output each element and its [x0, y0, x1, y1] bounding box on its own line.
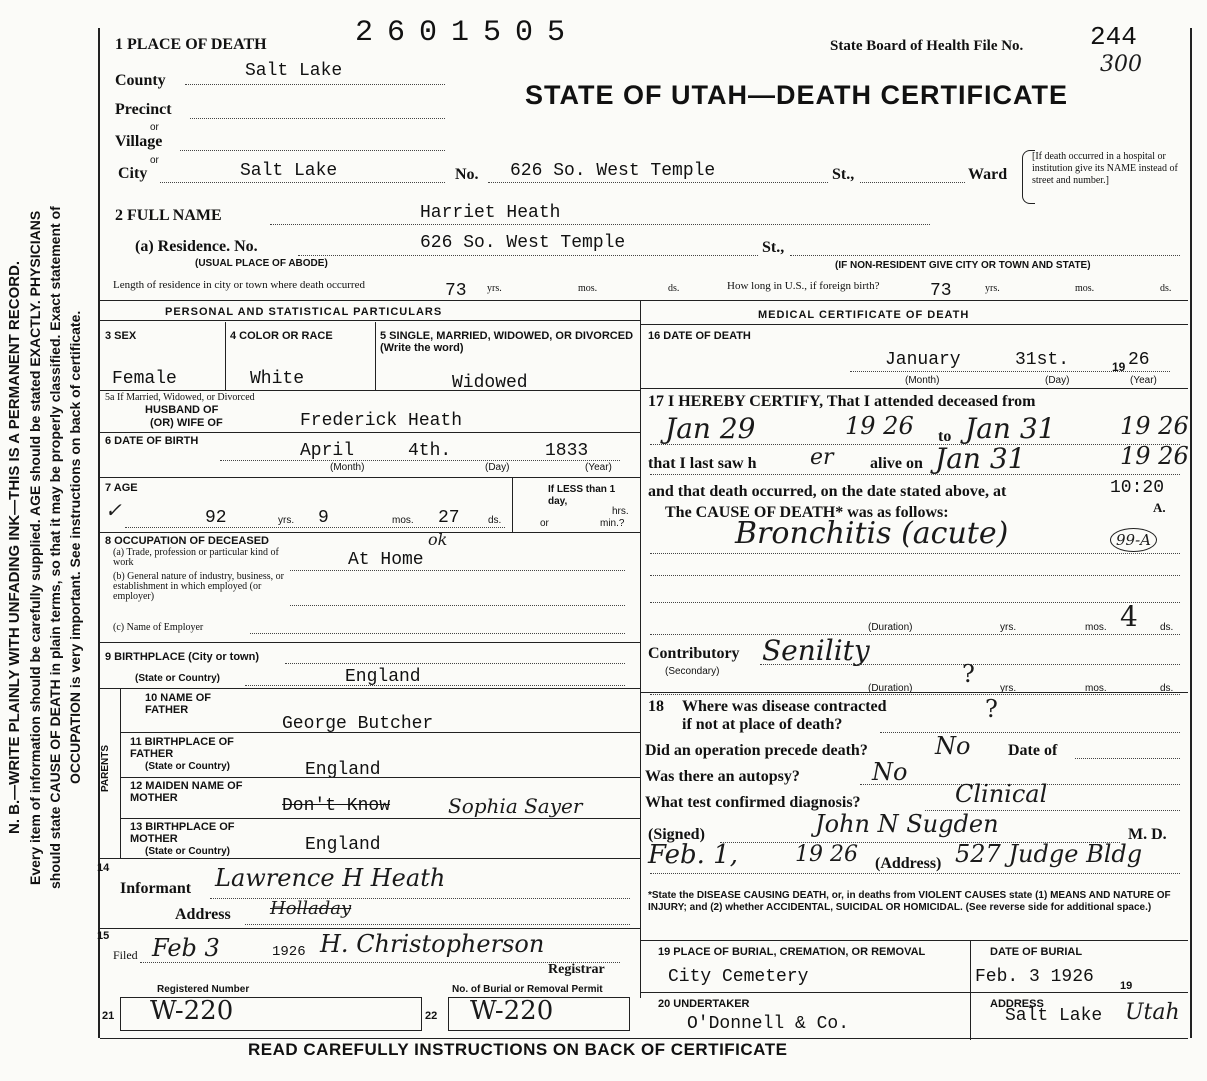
instructions-sidebar: [6, 55, 96, 1040]
spouse-label-1: 5a If Married, Widowed, or Divorced: [105, 392, 255, 403]
test-value: Clinical: [955, 780, 1048, 808]
death-ampm: A.: [1153, 500, 1166, 515]
rule-after-informant: [100, 928, 640, 929]
color-label: 4 COLOR OR RACE: [230, 330, 333, 342]
physician-address-label: (Address): [875, 855, 942, 872]
undertaker-address-label: ADDRESS: [990, 998, 1044, 1010]
marital-value: Widowed: [452, 373, 528, 393]
burial-date-value: Feb. 3 1926: [975, 967, 1094, 987]
sidebar-line-4: OCCUPATION is very important. See instructions on back of certificate.: [67, 310, 83, 785]
autopsy-label: Was there an autopsy?: [645, 768, 800, 785]
dob-line: [220, 460, 620, 461]
date-of-label: Date of: [1008, 742, 1058, 759]
dob-day-sub: (Day): [485, 462, 510, 473]
filed-line: [140, 962, 620, 963]
burial-date-label: DATE OF BURIAL: [990, 946, 1083, 958]
us-yrs-label: yrs.: [985, 283, 1000, 294]
undertaker-label: 20 UNDERTAKER: [658, 998, 750, 1010]
rule-father-bp: [120, 777, 640, 778]
operation-value: No: [935, 732, 971, 760]
us-ds-label: ds.: [1160, 283, 1172, 294]
cause-line-2: [650, 575, 1180, 576]
age-yrs-label: yrs.: [278, 515, 295, 526]
burial-date-suffix: 19: [1120, 980, 1133, 992]
physician-address-line: [650, 873, 1180, 874]
ward-note: [If death occurred in a hospital or institution give its NAME instead of street and number.]: [1032, 151, 1178, 186]
rule-undertaker-top: [640, 992, 1188, 993]
spouse-value: Frederick Heath: [300, 411, 463, 431]
city-label: City: [118, 165, 148, 182]
age-check: ✓: [105, 498, 122, 522]
county-value: Salt Lake: [245, 61, 343, 81]
duration-months-value: 4: [1120, 600, 1138, 633]
rule-color-marital: [375, 322, 376, 390]
ward-label: Ward: [968, 166, 1008, 183]
operation-date-line: [1075, 758, 1180, 759]
sidebar-line-2: Every item of information should be carefully supplied. AGE should be stated EXACTLY. PHYSICIANS: [27, 210, 43, 885]
undertaker-address-hw: Utah: [1125, 1000, 1180, 1025]
mother-struck: Don't Know: [282, 796, 391, 816]
dod-year-sub: (Year): [1130, 375, 1157, 386]
rule-after-birthplace: [100, 688, 640, 689]
duration-line-1: [650, 634, 1180, 635]
us-mos-label: mos.: [1075, 283, 1095, 294]
certificate-title: STATE OF UTAH—DEATH CERTIFICATE: [525, 80, 1068, 110]
disease-contracted-line: [880, 732, 1180, 733]
secondary-label: (Secondary): [665, 666, 720, 677]
age-line: [125, 527, 505, 528]
rule-medical-header: [640, 324, 1188, 325]
permit-number: W-220: [470, 996, 554, 1026]
autopsy-value: No: [872, 758, 908, 786]
duration-line-2: [650, 694, 1180, 695]
residence-label: (a) Residence. No.: [135, 238, 258, 255]
residence-city-line: [790, 255, 1180, 256]
residence-line: [298, 255, 758, 256]
certify-text: 17 I HEREBY CERTIFY, That I attended deceased from: [648, 393, 1036, 410]
st-label: St.,: [832, 166, 855, 183]
md-label: M. D.: [1128, 826, 1167, 843]
occupation-mark: ok: [428, 530, 448, 549]
test-label: What test confirmed diagnosis?: [645, 794, 861, 811]
rule-burial-top: [640, 940, 1188, 941]
rule-after-occupation: [100, 642, 640, 643]
age-ds-label: ds.: [488, 515, 502, 526]
physician-address: 527 Judge Bldg: [955, 840, 1143, 868]
county-label: County: [115, 72, 166, 89]
operation-label: Did an operation precede death?: [645, 742, 868, 759]
rule-after-age: [100, 532, 640, 533]
color-value: White: [250, 369, 305, 389]
physician-signature: John N Sugden: [815, 810, 999, 838]
precinct-label: Precinct: [115, 101, 172, 118]
filed-label: Filed: [113, 948, 138, 962]
dod-line: [850, 371, 1170, 372]
dod-day: 31st.: [1015, 350, 1070, 370]
last-saw-line: [650, 474, 1180, 475]
cause-code: 99-A: [1110, 528, 1157, 552]
dod-month-sub: (Month): [905, 375, 940, 386]
occupation-c: (c) Name of Employer: [113, 622, 204, 633]
personal-header: PERSONAL AND STATISTICAL PARTICULARS: [165, 306, 443, 318]
duration-yrs-2: yrs.: [1000, 683, 1017, 694]
duration-label-2: (Duration): [868, 683, 913, 694]
rule-main-top: [100, 300, 1188, 301]
dob-year: 1833: [545, 441, 589, 461]
duration-mos-1: mos.: [1085, 622, 1107, 633]
item-22: 22: [425, 1010, 438, 1022]
duration-mos-2: mos.: [1085, 683, 1107, 694]
dob-label: 6 DATE OF BIRTH: [105, 435, 199, 447]
signed-label: (Signed): [648, 826, 705, 843]
contributory-value: Senility: [762, 634, 870, 667]
length-years: 73: [445, 281, 467, 301]
cause-line-3: [650, 602, 1180, 603]
birthplace-value: England: [345, 667, 421, 687]
dod-day-sub: (Day): [1045, 375, 1070, 386]
contributory-label: Contributory: [648, 645, 740, 662]
full-name-line: [270, 224, 930, 225]
attended-line: [650, 444, 1180, 445]
duration-label-1: (Duration): [868, 622, 913, 633]
or-2: or: [150, 155, 159, 166]
occupation-a: (a) Trade, profession or particular kind of work: [113, 547, 279, 568]
rule-sex-color: [225, 322, 226, 390]
rule-father: [120, 732, 640, 733]
length-ds-label: ds.: [668, 283, 680, 294]
place-of-death-label: 1 PLACE OF DEATH: [115, 36, 267, 53]
ward-gap-line: [860, 182, 965, 183]
father-label: 10 NAME OF FATHER: [145, 692, 212, 716]
occupation-line-b: [290, 605, 625, 606]
county-line: [185, 84, 445, 85]
cause-label: The CAUSE OF DEATH* was as follows:: [665, 504, 949, 521]
occupation-value: At Home: [348, 550, 424, 570]
rule-mother: [120, 818, 640, 819]
mother-birthplace-label: 13 BIRTHPLACE OF MOTHER: [130, 821, 235, 845]
informant-label: Informant: [120, 880, 192, 897]
birthplace-city-line: [285, 663, 625, 664]
informant-value: Lawrence H Heath: [215, 864, 446, 892]
burial-place-value: City Cemetery: [668, 967, 809, 987]
file-no-label: State Board of Health File No.: [830, 38, 1024, 54]
last-saw-her: er: [810, 445, 834, 470]
rule-after-spouse: [100, 432, 640, 433]
dob-day: 4th.: [408, 441, 452, 461]
city-value: Salt Lake: [240, 161, 338, 181]
mother-label: 12 MAIDEN NAME OF MOTHER: [130, 780, 243, 804]
min-label: min.?: [600, 518, 625, 529]
attended-from: Jan 29: [665, 412, 756, 445]
cause-of-death: Bronchitis (acute): [735, 516, 1009, 551]
length-mos-label: mos.: [578, 283, 598, 294]
cause-line-1: [650, 553, 1180, 554]
birthplace-state-sub: (State or Country): [135, 673, 220, 684]
undertaker-value: O'Donnell & Co.: [687, 1014, 850, 1034]
rule-column-divider: [640, 300, 641, 998]
rule-after-contributory: [640, 692, 1188, 693]
residence-sub: (USUAL PLACE OF ABODE): [195, 258, 328, 269]
dob-month-sub: (Month): [330, 462, 365, 473]
age-years: 92: [205, 508, 227, 528]
duration-ds-1: ds.: [1160, 622, 1174, 633]
occupation-line-a: [290, 570, 625, 571]
age-mos-label: mos.: [392, 515, 414, 526]
alive-on-label: alive on: [870, 455, 923, 472]
signed-date: Feb. 1,: [648, 840, 738, 870]
undertaker-address: Salt Lake: [1005, 1006, 1103, 1026]
rule-after-sex: [100, 390, 640, 391]
father-birthplace-value: England: [305, 760, 381, 780]
file-no-value: 244: [1090, 22, 1137, 52]
age-label: 7 AGE: [105, 482, 138, 494]
age-days: 27: [438, 508, 460, 528]
rule-burial-divider: [970, 940, 971, 1040]
duration-yrs-1: yrs.: [1000, 622, 1017, 633]
disease-contracted-label: Where was disease contracted: [682, 698, 887, 715]
disease-contracted-label-2: if not at place of death?: [682, 716, 843, 733]
dob-year-sub: (Year): [585, 462, 612, 473]
rule-after-parents: [100, 858, 640, 859]
registrar-signature: H. Christopherson: [320, 930, 545, 958]
street-value: 626 So. West Temple: [510, 161, 716, 181]
sex-value: Female: [112, 369, 177, 389]
disease-contracted-value: ?: [985, 695, 998, 723]
rule-age-less: [512, 477, 513, 532]
informant-address-line: [245, 924, 630, 925]
contributory-duration: ?: [962, 660, 975, 688]
permit-label: No. of Burial or Removal Permit: [452, 984, 603, 995]
dod-year: 26: [1128, 350, 1150, 370]
us-years: 73: [930, 281, 952, 301]
village-label: Village: [115, 133, 163, 150]
dod-year-prefix: 19: [1112, 360, 1126, 374]
father-birthplace-label: 11 BIRTHPLACE OF FATHER: [130, 736, 234, 760]
cause-footnote: *State the DISEASE CAUSING DEATH, or, in deaths from VIOLENT CAUSES state (1) MEANS AND NATURE OF INJURY; and (2) whether ACCIDENTAL, SUICIDAL OR HOMICIDAL. (See reverse side for additional space.): [648, 890, 1171, 913]
spouse-label-3: (OR) WIFE OF: [150, 417, 223, 429]
birthplace-label: 9 BIRTHPLACE (City or town): [105, 651, 259, 663]
signed-year: 19 26: [795, 842, 858, 867]
residence-value: 626 So. West Temple: [420, 233, 626, 253]
sidebar-line-1: N. B.—WRITE PLAINLY WITH UNFADING INK—THIS IS A PERMANENT RECORD.: [6, 260, 23, 835]
burial-place-label: 19 PLACE OF BURIAL, CREMATION, OR REMOVAL: [658, 946, 926, 958]
item-18: 18: [648, 698, 664, 715]
street-line: [488, 182, 828, 183]
rule-bottom: [100, 1038, 1188, 1039]
full-name-value: Harriet Heath: [420, 203, 561, 223]
mother-birthplace-value: England: [305, 835, 381, 855]
us-residence-label: How long in U.S., if foreign birth?: [727, 280, 880, 292]
occupation-label: 8 OCCUPATION OF DECEASED: [105, 535, 269, 547]
date-of-death-label: 16 DATE OF DEATH: [648, 330, 751, 342]
attended-to: Jan 31: [965, 412, 1056, 445]
last-saw-label: that I last saw h: [648, 455, 757, 472]
serial-number: 2601505: [355, 16, 580, 50]
residence-st: St.,: [762, 239, 785, 256]
rule-personal-header: [100, 320, 640, 321]
village-line: [180, 150, 445, 151]
filed-year: 1926: [272, 944, 306, 960]
dod-month: January: [885, 350, 961, 370]
informant-address: Holladay: [270, 898, 352, 919]
or-label: or: [540, 518, 549, 529]
or-1: or: [150, 122, 159, 133]
informant-address-label: Address: [175, 906, 231, 923]
last-saw-year: 19 26: [1120, 442, 1189, 470]
death-occurred-label: and that death occurred, on the date stated above, at: [648, 483, 1007, 500]
father-value: George Butcher: [282, 714, 434, 734]
file-no-handwritten: 300: [1100, 52, 1142, 77]
nonresident-note: (IF NON-RESIDENT GIVE CITY OR TOWN AND STATE): [835, 260, 1091, 271]
filed-value: Feb 3: [152, 934, 220, 962]
birthplace-line: [245, 685, 625, 686]
footer-instructions: READ CAREFULLY INSTRUCTIONS ON BACK OF CERTIFICATE: [248, 1040, 788, 1059]
less-than-label: If LESS than 1 day,: [548, 484, 616, 507]
father-bp-state-sub: (State or Country): [145, 761, 230, 772]
occupation-b: (b) General nature of industry, business, or establishment in which employed (or employer): [113, 571, 284, 602]
registered-number-label: Registered Number: [157, 984, 250, 995]
attended-from-year: 19 26: [845, 412, 914, 440]
parents-label: PARENTS: [100, 745, 111, 793]
item-15: 15: [97, 930, 110, 942]
length-yrs-label: yrs.: [487, 283, 502, 294]
death-time: 10:20: [1110, 478, 1165, 498]
sex-label: 3 SEX: [105, 330, 137, 342]
marital-label: 5 SINGLE, MARRIED, WIDOWED, OR DIVORCED (Write the word): [380, 330, 634, 354]
registered-number: W-220: [150, 996, 234, 1026]
rule-after-dob: [100, 477, 640, 478]
duration-ds-2: ds.: [1160, 683, 1174, 694]
street-no-label: No.: [455, 166, 479, 183]
mother-bp-state-sub: (State or Country): [145, 846, 230, 857]
mother-value: Sophia Sayer: [448, 794, 583, 818]
to-label: to: [938, 428, 952, 445]
rule-after-dod: [640, 388, 1188, 389]
full-name-label: 2 FULL NAME: [115, 207, 222, 224]
item-14: 14: [97, 862, 110, 874]
age-months: 9: [318, 508, 329, 528]
hrs-label: hrs.: [612, 506, 629, 517]
spouse-label-2: HUSBAND OF: [145, 404, 219, 416]
occupation-line-c: [250, 633, 625, 634]
registrar-label: Registrar: [548, 962, 605, 977]
length-residence-label: Length of residence in city or town where death occurred: [113, 279, 365, 291]
medical-header: MEDICAL CERTIFICATE OF DEATH: [758, 309, 970, 321]
precinct-line: [190, 118, 445, 119]
rule-parents-divider: [120, 688, 121, 858]
item-21: 21: [102, 1010, 115, 1022]
attended-to-year: 19 26: [1120, 412, 1189, 440]
city-line: [160, 182, 445, 183]
sidebar-line-3: should state CAUSE OF DEATH in plain terms, so that it may be properly classified. Exact statement of: [47, 206, 63, 889]
dob-month: April: [300, 441, 355, 461]
last-saw-date: Jan 31: [935, 442, 1026, 475]
